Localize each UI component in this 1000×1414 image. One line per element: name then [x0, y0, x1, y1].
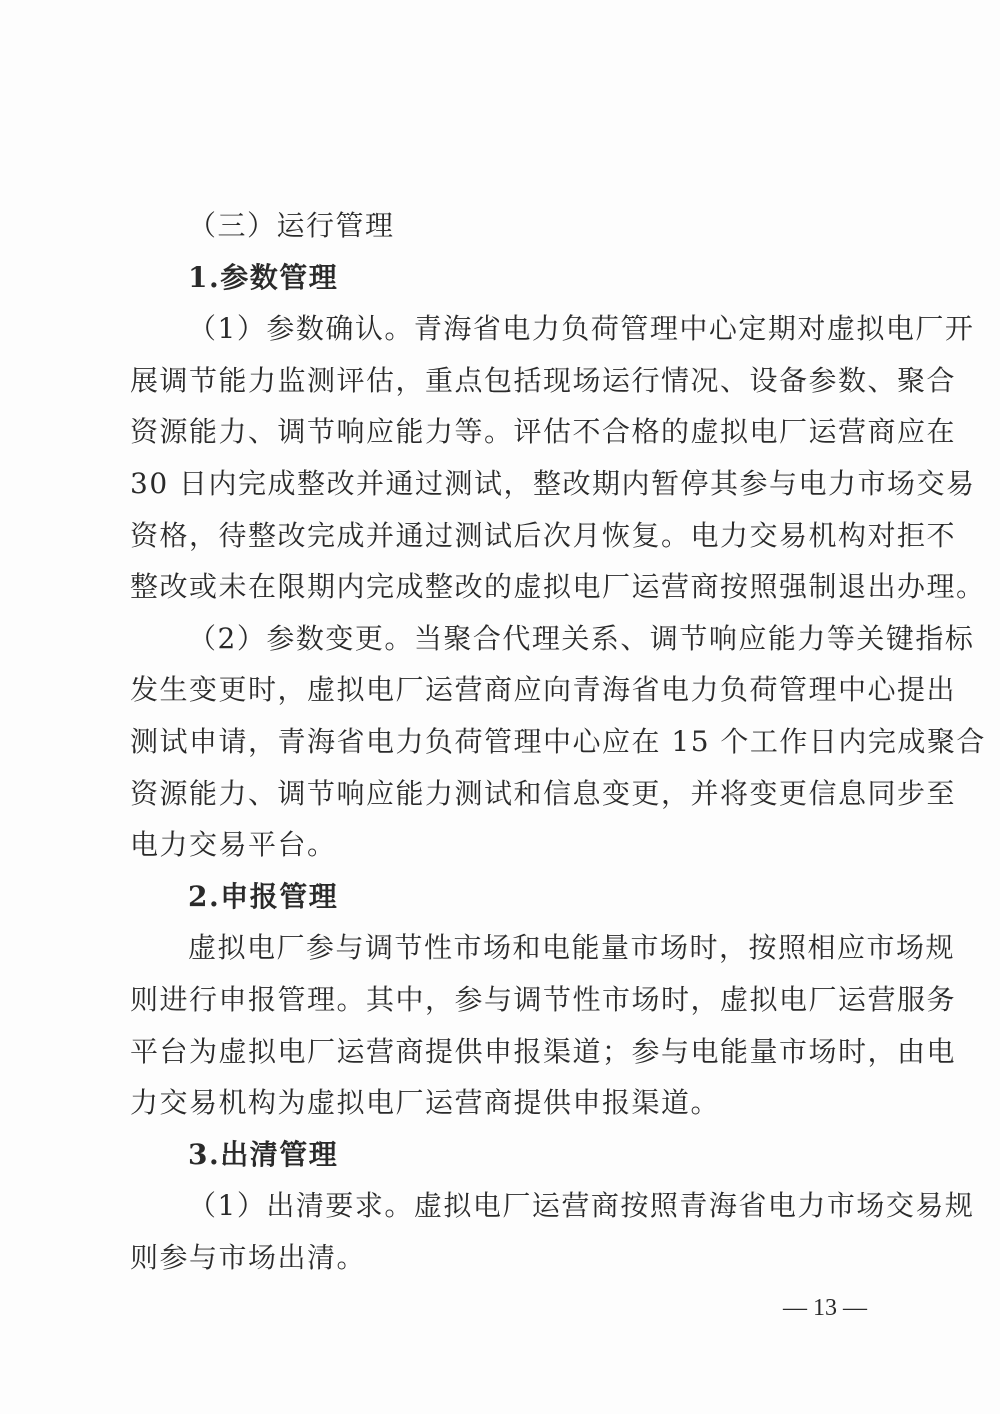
paragraph-parameter-confirmation — [130, 303, 986, 613]
text-line: 虚拟电厂参与调节性市场和电能量市场时，按照相应市场规 — [188, 931, 956, 965]
text-line: （1）出清要求。虚拟电厂运营商按照青海省电力市场交易规 — [188, 1189, 975, 1223]
subsection-heading-clearing-management: 3.出清管理 — [188, 1137, 339, 1171]
section-heading: （三）运行管理 — [188, 209, 395, 242]
text-line: 平台为虚拟电厂运营商提供申报渠道；参与电能量市场时，由电 — [130, 1034, 957, 1068]
text-line: 测试申请，青海省电力负荷管理中心应在 15 个工作日内完成聚合 — [130, 724, 986, 758]
subsection-heading-declaration-management: 2.申报管理 — [188, 879, 339, 913]
text-line: （2）参数变更。当聚合代理关系、调节响应能力等关键指标 — [188, 621, 975, 655]
text-line: 整改或未在限期内完成整改的虚拟电厂运营商按照强制退出办理。 — [130, 570, 986, 604]
subsection-heading-parameter-management: 1.参数管理 — [188, 260, 339, 294]
text-line: 资源能力、调节响应能力测试和信息变更，并将变更信息同步至 — [130, 776, 957, 810]
text-line: 资格，待整改完成并通过测试后次月恢复。电力交易机构对拒不 — [130, 518, 957, 552]
page-content — [130, 200, 986, 1283]
text-line: 电力交易平台。 — [130, 828, 337, 862]
paragraph-clearing-requirements — [130, 1180, 975, 1283]
paragraph-declaration — [130, 922, 957, 1128]
text-line: 资源能力、调节响应能力等。评估不合格的虚拟电厂运营商应在 — [130, 415, 957, 449]
paragraph-parameter-change — [130, 613, 986, 871]
text-line: 发生变更时，虚拟电厂运营商应向青海省电力负荷管理中心提出 — [130, 673, 957, 707]
text-line: 则参与市场出清。 — [130, 1240, 367, 1274]
page-number: — 13 — — [783, 1295, 867, 1321]
text-line: （1）参数确认。青海省电力负荷管理中心定期对虚拟电厂开 — [188, 312, 975, 346]
text-line: 30 日内完成整改并通过测试，整改期内暂停其参与电力市场交易 — [130, 466, 976, 500]
text-line: 则进行申报管理。其中，参与调节性市场时，虚拟电厂运营服务 — [130, 982, 957, 1016]
text-line: 力交易机构为虚拟电厂运营商提供申报渠道。 — [130, 1086, 721, 1120]
text-line: 展调节能力监测评估，重点包括现场运行情况、设备参数、聚合 — [130, 363, 957, 397]
